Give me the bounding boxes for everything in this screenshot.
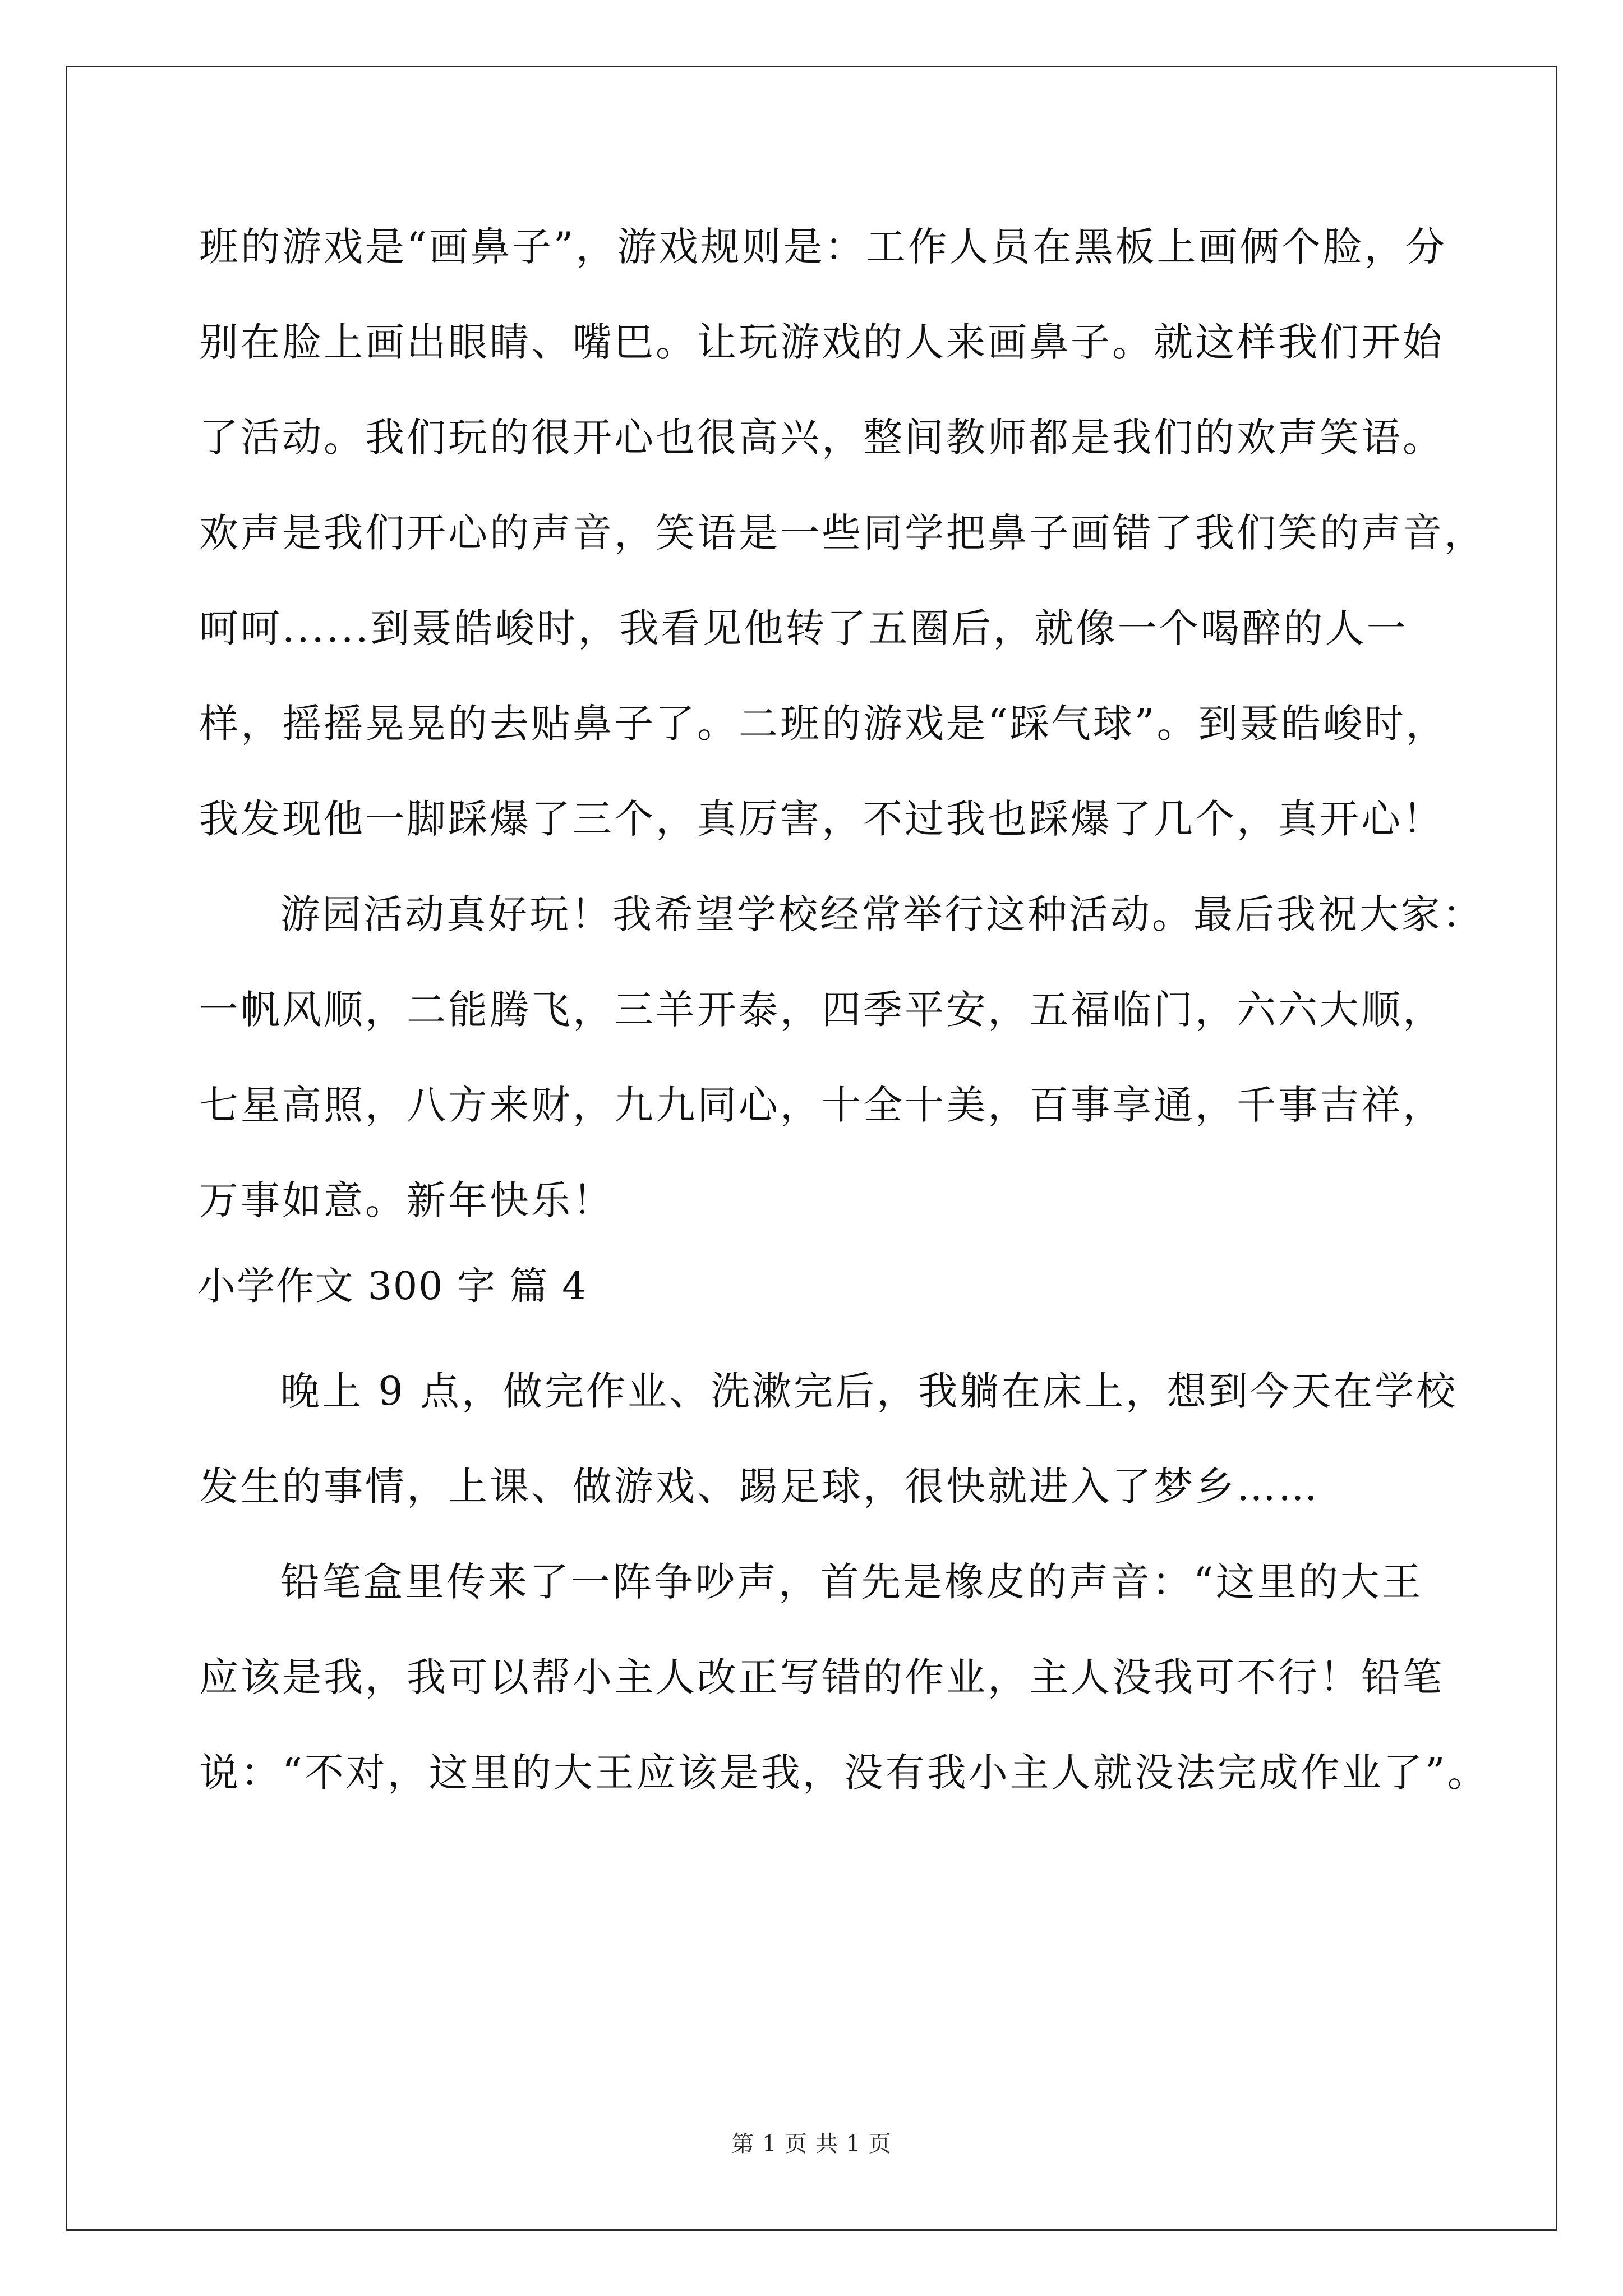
text-line: 别在脸上画出眼睛、嘴巴。让玩游戏的人来画鼻子。就这样我们开始 bbox=[199, 319, 1444, 365]
paragraph-first-line: 晚上 9 点，做完作业、洗漱完后，我躺在床上，想到今天在学校 bbox=[280, 1368, 1458, 1414]
paragraph-first-line: 铅笔盒里传来了一阵争吵声，首先是橡皮的声音：“这里的大王 bbox=[280, 1559, 1423, 1605]
text-line: 说：“不对，这里的大王应该是我，没有我小主人就没法完成作业了”。 bbox=[199, 1750, 1489, 1796]
section-heading: 小学作文 300 字 篇 4 bbox=[197, 1264, 588, 1309]
text-line: 万事如意。新年快乐！ bbox=[199, 1177, 614, 1223]
text-line: 发生的事情，上课、做游戏、踢足球，很快就进入了梦乡…… bbox=[199, 1464, 1320, 1510]
paragraph-first-line: 游园活动真好玩！我希望学校经常举行这种活动。最后我祝大家： bbox=[280, 891, 1484, 937]
page-footer: 第 1 页 共 1 页 bbox=[731, 2131, 892, 2157]
text-line: 样，摇摇晃晃的去贴鼻子了。二班的游戏是“踩气球”。到聂皓峻时， bbox=[199, 701, 1447, 747]
text-line: 应该是我，我可以帮小主人改正写错的作业，主人没我可不行！铅笔 bbox=[199, 1654, 1444, 1700]
text-line: 呵呵......到聂皓峻时，我看见他转了五圈后，就像一个喝醉的人一 bbox=[199, 605, 1408, 651]
text-line: 一帆风顺，二能腾飞，三羊开泰，四季平安，五福临门，六六大顺， bbox=[199, 987, 1444, 1033]
text-line: 班的游戏是“画鼻子”，游戏规则是：工作人员在黑板上画俩个脸，分 bbox=[199, 224, 1447, 270]
page-border bbox=[66, 66, 1557, 2231]
text-line: 我发现他一脚踩爆了三个，真厉害，不过我也踩爆了几个，真开心！ bbox=[199, 796, 1444, 842]
text-line: 了活动。我们玩的很开心也很高兴，整间教师都是我们的欢声笑语。 bbox=[199, 415, 1444, 461]
text-line: 七星高照，八方来财，九九同心，十全十美，百事享通，千事吉祥， bbox=[199, 1082, 1444, 1128]
text-line: 欢声是我们开心的声音，笑语是一些同学把鼻子画错了我们笑的声音， bbox=[199, 510, 1486, 556]
